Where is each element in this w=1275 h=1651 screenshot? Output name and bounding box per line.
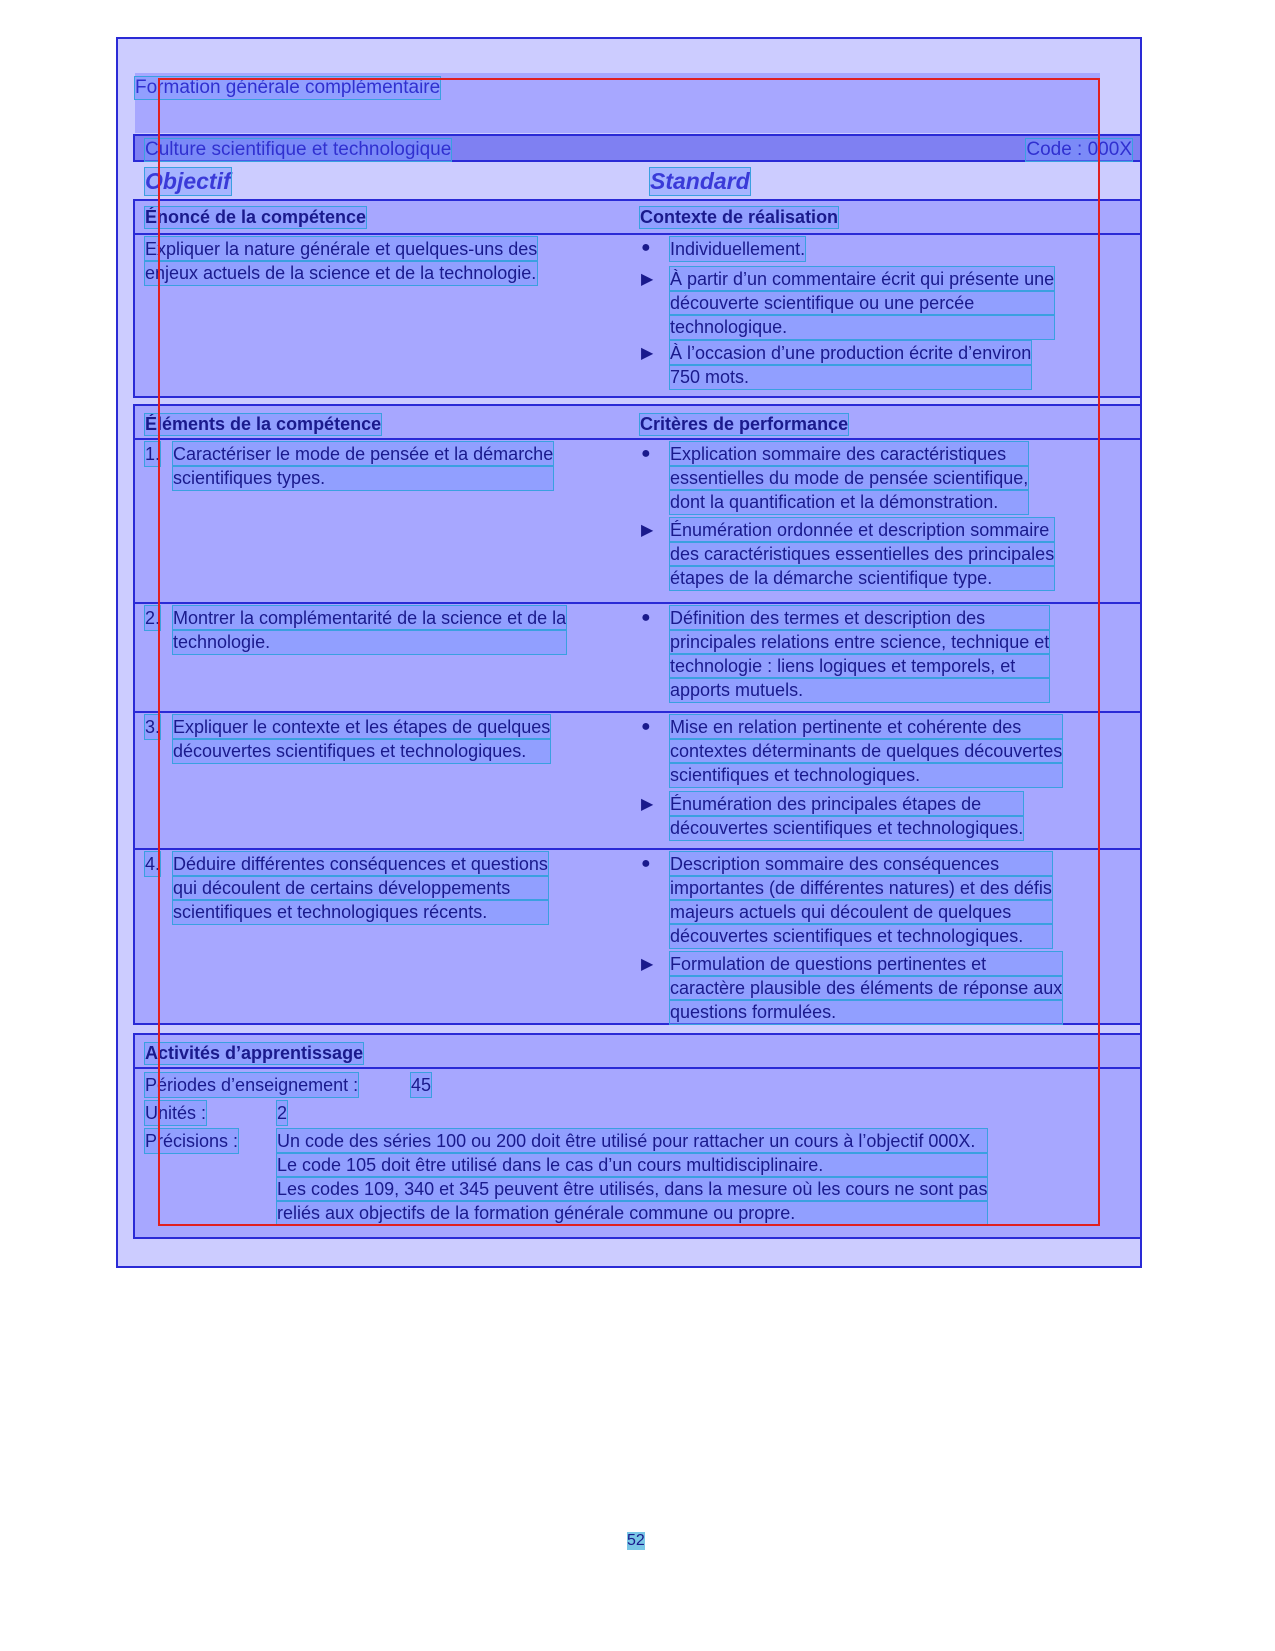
contexte-item [670, 237, 805, 261]
critere-line: Définition des termes et description des [670, 606, 1049, 630]
bullet-icon: ▶ [641, 796, 654, 813]
critere-item [670, 715, 1062, 787]
critere-line: étapes de la démarche scientifique type. [670, 566, 1054, 590]
critere-line: découvertes scientifiques et technologiques. [670, 924, 1052, 948]
course-header-bar [133, 134, 1142, 162]
contexte-item [670, 267, 1054, 339]
critere-line: des caractéristiques essentielles des principales [670, 544, 1055, 564]
critere-line: Mise en relation pertinente et cohérente des [670, 715, 1062, 739]
critere-line: apports mutuels. [670, 678, 1049, 702]
element-line: scientifiques types. [173, 466, 553, 490]
periodes-label: Périodes d’enseignement : [145, 1075, 359, 1095]
contexte-line: technologique. [670, 315, 1054, 339]
divider [135, 438, 1140, 440]
contexte-item [670, 341, 1031, 389]
critere-line: Énumération des principales étapes de [670, 792, 1023, 816]
critere-item [670, 518, 1054, 590]
item-number: 3. [145, 717, 161, 737]
critere-line: Description sommaire des conséquences [670, 852, 1052, 876]
contexte-line: À partir d’un commentaire écrit qui présente une [670, 269, 1055, 289]
critere-line: Explication sommaire des caractéristiques [670, 442, 1028, 466]
activites-section [133, 1033, 1142, 1239]
enonce-text [145, 237, 537, 285]
element-line: technologie. [173, 630, 566, 654]
bullet-icon: ▶ [641, 522, 654, 539]
critere-line: importantes (de différentes natures) et des défis [670, 878, 1052, 898]
bullet-icon: ● [641, 445, 651, 462]
item-number: 2. [145, 608, 161, 628]
criteres-heading: Critères de performance [640, 414, 849, 434]
bullet-icon: ● [641, 609, 651, 626]
elements-section [133, 404, 1142, 1025]
divider [135, 233, 1140, 235]
critere-line: principales relations entre science, technique et [670, 632, 1050, 652]
element-line: Expliquer le contexte et les étapes de quelques [173, 717, 551, 737]
item-number: 1. [145, 444, 161, 464]
critere-item [670, 852, 1052, 948]
periodes-value: 45 [411, 1075, 432, 1095]
bullet-icon: ● [641, 239, 651, 256]
precisions-line: Le code 105 doit être utilisé dans le cas d’un cours multidisciplinaire. [277, 1153, 987, 1177]
divider [135, 602, 1140, 604]
divider [135, 1067, 1140, 1069]
enonce-heading: Énoncé de la compétence [145, 207, 367, 227]
critere-line: majeurs actuels qui découlent de quelques [670, 900, 1052, 924]
element-line: qui découlent de certains développements [173, 876, 548, 900]
critere-item [670, 792, 1023, 840]
contexte-heading: Contexte de réalisation [640, 207, 839, 227]
critere-line: dont la quantification et la démonstration. [670, 490, 1028, 514]
precisions-line: Un code des séries 100 ou 200 doit être utilisé pour rattacher un cours à l’objectif 000X. [277, 1129, 987, 1153]
element-line: Déduire différentes conséquences et questions [173, 854, 548, 874]
element-text [173, 715, 550, 763]
critere-line: questions formulées. [670, 1000, 1062, 1024]
standard-heading: Standard [650, 168, 750, 194]
critere-line: Formulation de questions pertinentes et [670, 952, 1062, 976]
critere-line: Énumération ordonnée et description sommaire [670, 518, 1054, 542]
objectif-heading: Objectif [145, 168, 231, 194]
critere-line: scientifiques et technologiques. [670, 763, 1062, 787]
contexte-line: découverte scientifique ou une percée [670, 291, 1054, 315]
competence-section [133, 199, 1142, 398]
precisions-label: Précisions : [145, 1131, 239, 1151]
doc-title: Formation générale complémentaire [135, 77, 441, 98]
contexte-line: Individuellement. [670, 239, 806, 259]
divider [135, 848, 1140, 850]
element-text [173, 606, 566, 654]
bullet-icon: ▶ [641, 345, 654, 362]
element-text [173, 852, 548, 924]
page-number: 52 [627, 1532, 645, 1549]
item-number: 4. [145, 854, 161, 874]
critere-item [670, 952, 1062, 1024]
bullet-icon: ▶ [641, 956, 654, 973]
bullet-icon: ● [641, 855, 651, 872]
precisions-line: reliés aux objectifs de la formation générale commune ou propre. [277, 1201, 987, 1225]
unites-label: Unités : [145, 1103, 207, 1123]
course-title: Culture scientifique et technologique [145, 139, 452, 160]
element-line: Caractériser le mode de pensée et la démarche [173, 444, 554, 464]
contexte-line: 750 mots. [670, 365, 1031, 389]
elements-heading: Éléments de la compétence [145, 414, 382, 434]
unites-value: 2 [277, 1103, 288, 1123]
critere-line: découvertes scientifiques et technologiques. [670, 818, 1024, 838]
bullet-icon: ● [641, 718, 651, 735]
precisions-line: Les codes 109, 340 et 345 peuvent être utilisés, dans la mesure où les cours ne sont pas [277, 1179, 988, 1199]
critere-item [670, 442, 1028, 514]
enonce-line: Expliquer la nature générale et quelques-uns des [145, 239, 538, 259]
contexte-line: À l’occasion d’une production écrite d’environ [670, 343, 1032, 363]
critere-line: contextes déterminants de quelques découvertes [670, 741, 1063, 761]
critere-line: technologie : liens logiques et temporels, et [670, 654, 1049, 678]
critere-line: essentielles du mode de pensée scientifique, [670, 468, 1029, 488]
activites-heading: Activités d’apprentissage [145, 1043, 364, 1063]
element-line: scientifiques et technologiques récents. [173, 900, 548, 924]
critere-line: caractère plausible des éléments de réponse aux [670, 978, 1063, 998]
divider [135, 711, 1140, 713]
element-line: découvertes scientifiques et technologiques. [173, 739, 550, 763]
element-line: Montrer la complémentarité de la science et de la [173, 608, 567, 628]
course-code: Code : 000X [1026, 139, 1132, 160]
element-text [173, 442, 553, 490]
precisions-text [277, 1129, 987, 1225]
critere-item [670, 606, 1049, 702]
enonce-line: enjeux actuels de la science et de la technologie. [145, 263, 537, 283]
bullet-icon: ▶ [641, 271, 654, 288]
